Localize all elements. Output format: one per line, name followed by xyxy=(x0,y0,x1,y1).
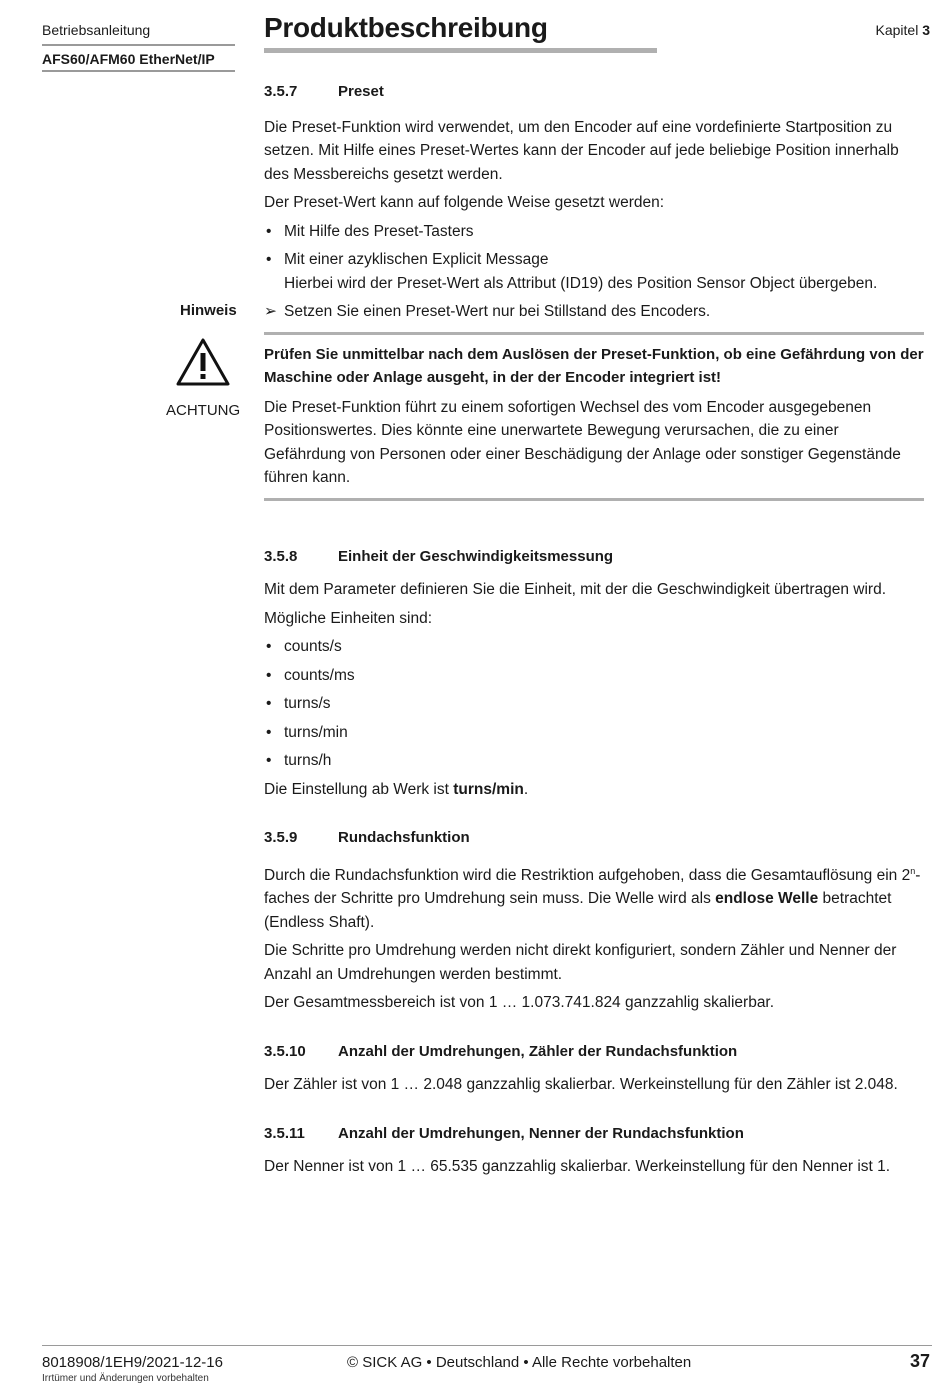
section-number: 3.5.8 xyxy=(264,547,298,565)
section-title: Einheit der Geschwindigkeitsmessung xyxy=(338,547,614,565)
paragraph: Der Nenner ist von 1 … 65.535 ganzzahlig skalierbar. Werkeinstellung für den Nenner ist 1. xyxy=(264,1158,891,1176)
section-title: Anzahl der Umdrehungen, Zähler der Rundachsfunktion xyxy=(338,1042,738,1060)
list-item: • counts/ms xyxy=(264,664,924,688)
header-doc-type: Betriebsanleitung xyxy=(42,22,151,38)
bullet-list xyxy=(264,220,924,296)
title-underline xyxy=(264,48,657,53)
warning-body-text: Die Preset-Funktion führt zu einem sofortigen Wechsel des vom Encoder ausgegebenen Positionswertes. Dies könnte eine unerwartete Bewegung verursachen, die zu einer Gefährdung von Personen oder einer Beschädigung der Anlage oder sonstiger Gegenstände führen kann. xyxy=(264,398,901,486)
arrow-bullet-icon: ➢ xyxy=(264,303,277,320)
header-divider-left xyxy=(42,44,235,46)
chapter-indicator xyxy=(876,22,931,38)
paragraph: Die Preset-Funktion wird verwendet, um den Encoder auf eine vordefinierte Startposition zu setzen. Mit Hilfe eines Preset-Wertes kann der Encoder auf jede beliebige Position innerhalb des Messbereichs gesetzt werden. xyxy=(264,118,899,183)
unit-list xyxy=(264,635,924,773)
list-item: • counts/s xyxy=(264,635,924,659)
list-item xyxy=(264,248,924,295)
paragraph: Der Zähler ist von 1 … 2.048 ganzzahlig skalierbar. Werkeinstellung für den Zähler ist 2.048. xyxy=(264,1076,898,1094)
note-text: Setzen Sie einen Preset-Wert nur bei Stillstand des Encoders. xyxy=(284,303,711,320)
section-heading-3-5-11 xyxy=(264,1122,924,1146)
warning-label: ACHTUNG xyxy=(166,402,241,419)
paragraph: Der Preset-Wert kann auf folgende Weise gesetzt werden: xyxy=(264,194,665,211)
footer-divider xyxy=(42,1345,932,1346)
default-unit: turns/min xyxy=(453,780,524,798)
section-number: 3.5.9 xyxy=(264,829,298,846)
superscript: n xyxy=(910,865,916,876)
section-title: Anzahl der Umdrehungen, Nenner der Rundachsfunktion xyxy=(338,1124,744,1142)
list-item: • turns/s xyxy=(264,692,924,716)
paragraph xyxy=(264,860,924,935)
list-item-detail: Hierbei wird der Preset-Wert als Attribut (ID19) des Position Sensor Object übergeben. xyxy=(284,274,878,292)
list-item: • turns/h xyxy=(264,749,924,773)
note-label: Hinweis xyxy=(180,302,237,319)
list-item-text: Mit einer azyklischen Explicit Message xyxy=(284,251,549,268)
section-number: 3.5.10 xyxy=(264,1042,306,1060)
bold-text: endlose Welle xyxy=(715,890,819,908)
section-title: Rundachsfunktion xyxy=(338,829,470,846)
header-divider-left-lower xyxy=(42,70,235,72)
text: . xyxy=(523,780,529,798)
note-instruction xyxy=(264,300,924,324)
warning-strong-text: Prüfen Sie unmittelbar nach dem Auslösen der Preset-Funktion, ob eine Gefährdung von der Maschine oder Anlage ausgeht, in der der Encoder integriert ist! xyxy=(264,345,924,386)
section-heading-3-5-7 xyxy=(264,80,924,104)
header-product: AFS60/AFM60 EtherNet/IP xyxy=(42,51,215,67)
section-number: 3.5.11 xyxy=(264,1124,305,1142)
section-number: 3.5.7 xyxy=(264,83,298,100)
page-number: 37 xyxy=(909,1351,930,1371)
footer-copyright: © SICK AG • Deutschland • Alle Rechte vorbehalten xyxy=(347,1354,692,1371)
paragraph-default-setting xyxy=(264,778,924,802)
main-content xyxy=(264,80,924,1184)
paragraph: Mit dem Parameter definieren Sie die Einheit, mit der die Geschwindigkeit übertragen wird. xyxy=(264,581,887,598)
chapter-number: 3 xyxy=(922,22,930,38)
warning-box xyxy=(264,332,924,501)
paragraph: Der Gesamtmessbereich ist von 1 … 1.073.741.824 ganzzahlig skalierbar. xyxy=(264,994,775,1012)
section-heading-3-5-9 xyxy=(264,826,924,850)
warning-triangle-icon xyxy=(175,337,231,392)
page-title: Produktbeschreibung xyxy=(264,12,548,43)
footer-disclaimer: Irrtümer und Änderungen vorbehalten xyxy=(42,1373,209,1384)
section-heading-3-5-8 xyxy=(264,545,924,569)
section-title: Preset xyxy=(338,83,384,100)
text: Die Einstellung ab Werk ist xyxy=(264,780,454,798)
paragraph: Die Schritte pro Umdrehung werden nicht direkt konfiguriert, sondern Zähler und Nenner der Anzahl an Umdrehungen werden bestimmt. xyxy=(264,942,897,983)
paragraph: Mögliche Einheiten sind: xyxy=(264,609,433,627)
text: Durch die Rundachsfunktion wird die Restriktion aufgehoben, dass die Gesamtauflösung ein 2 xyxy=(264,866,911,884)
list-item: • turns/min xyxy=(264,721,924,745)
text: -faches der Schritte pro Umdrehung sein muss. Die Welle wird als xyxy=(264,866,921,908)
list-item: • Mit Hilfe des Preset-Tasters xyxy=(264,220,924,244)
text: betrachtet (Endless Shaft). xyxy=(264,890,892,931)
section-heading-3-5-10 xyxy=(264,1040,924,1064)
footer-doc-number: 8018908/1EH9/2021-12-16 xyxy=(42,1354,223,1371)
chapter-label: Kapitel xyxy=(875,22,919,38)
